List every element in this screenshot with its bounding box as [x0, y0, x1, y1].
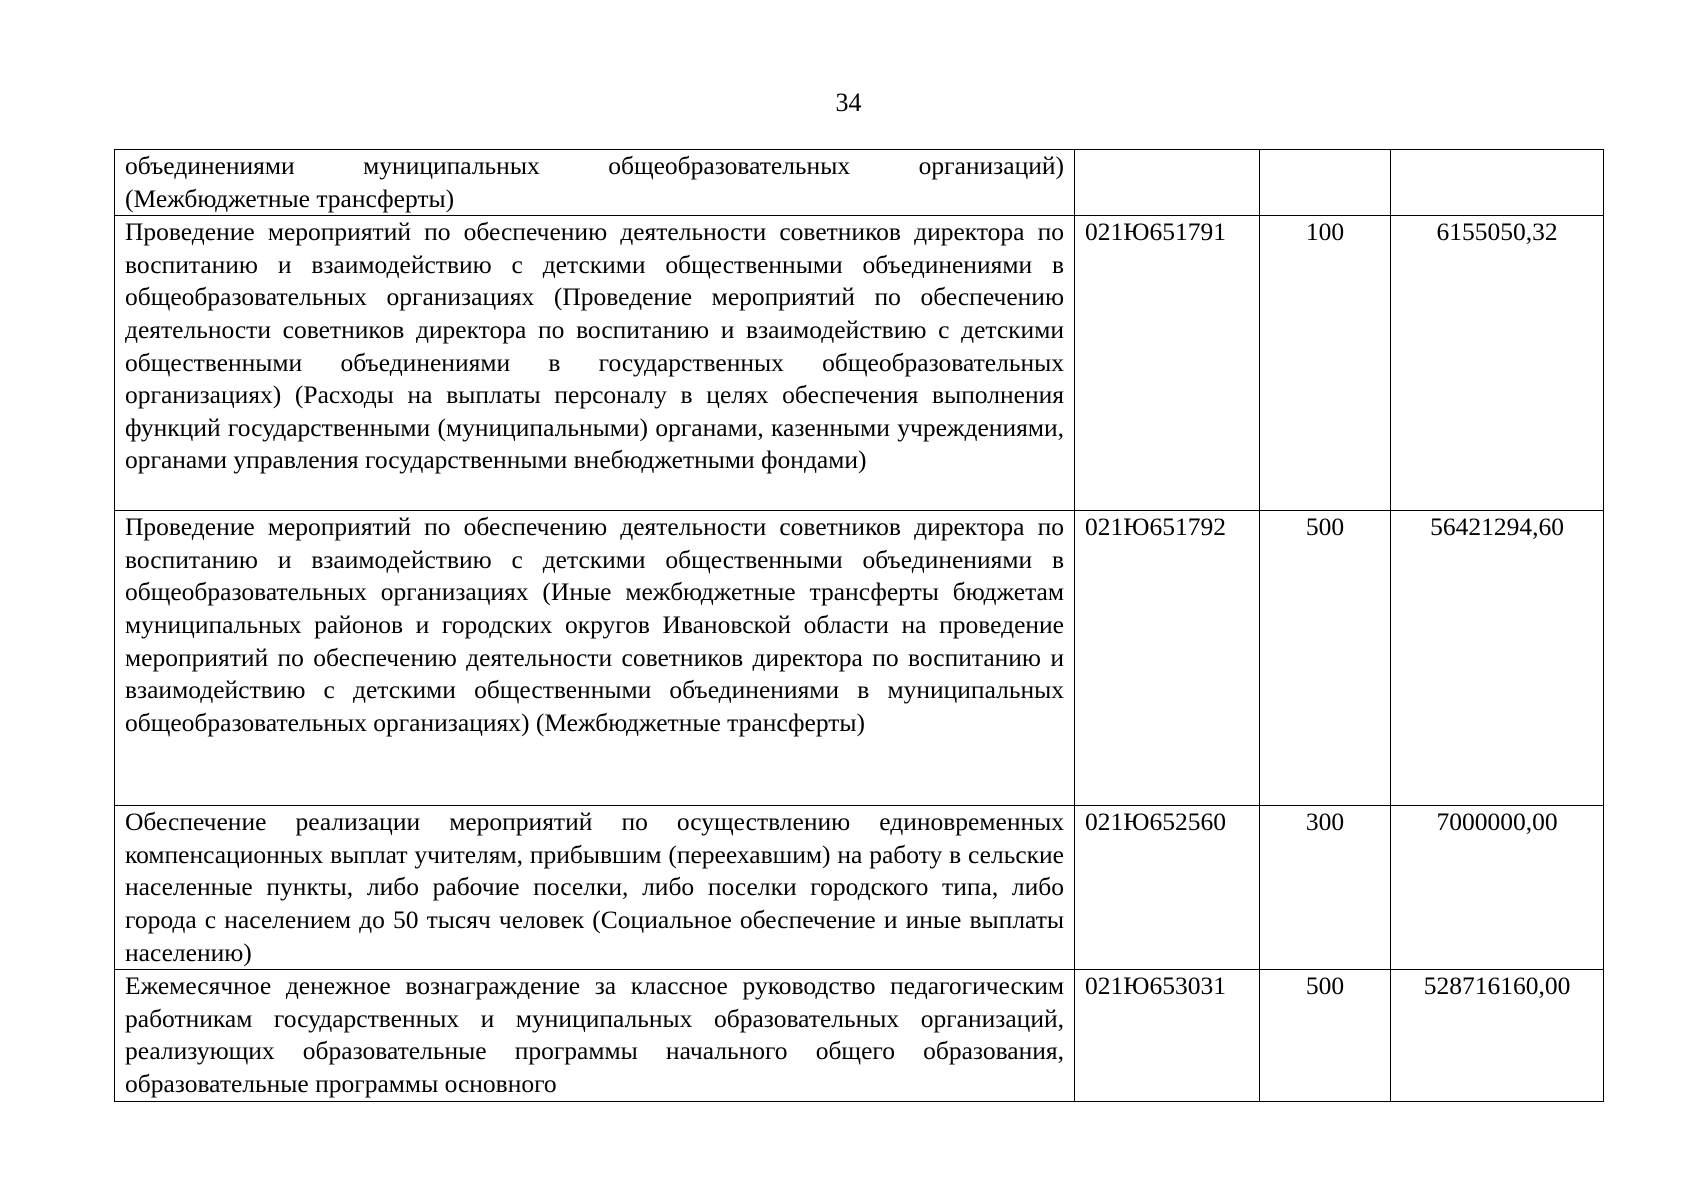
row-description: Обеспечение реализации мероприятий по осуществлению единовременных компенсационных выплат учителям, прибывшим (переехавшим) на работу в сельские населенные пункты, либо рабочие поселки, либо поселки городского типа, либо города с населением до 50 тысяч человек (Социальное обеспечение и иные выплаты населению): [115, 806, 1075, 970]
row-target-code: 021Ю652560: [1075, 806, 1260, 970]
budget-table: [114, 149, 1604, 1102]
row-amount: 56421294,60: [1391, 511, 1604, 806]
row-description: Ежемесячное денежное вознаграждение за классное руководство педагогическим работникам государственных и муниципальных образовательных организаций, реализующих образовательные программы начального общего образования, образовательные программы основного: [115, 970, 1075, 1101]
table-row: [115, 511, 1604, 806]
row-expense-type: 500: [1260, 970, 1391, 1101]
table-row: [115, 970, 1604, 1101]
row-amount: 6155050,32: [1391, 216, 1604, 511]
row-amount: 7000000,00: [1391, 806, 1604, 970]
row-expense-type: 500: [1260, 511, 1391, 806]
row-expense-type: [1260, 150, 1391, 216]
row-amount: 528716160,00: [1391, 970, 1604, 1101]
table-row: [115, 216, 1604, 511]
row-description: Проведение мероприятий по обеспечению деятельности советников директора по воспитанию и взаимодействию с детскими общественными объединениями в общеобразовательных организациях (Иные межбюджетные трансферты бюджетам муниципальных районов и городских округов Ивановской области на проведение мероприятий по обеспечению деятельности советников директора по воспитанию и взаимодействию с детскими общественными объединениями в муниципальных общеобразовательных организациях) (Межбюджетные трансферты): [115, 511, 1075, 806]
row-description: Проведение мероприятий по обеспечению деятельности советников директора по воспитанию и взаимодействию с детскими общественными объединениями в общеобразовательных организациях (Проведение мероприятий по обеспечению деятельности советников директора по воспитанию и взаимодействию с детскими общественными объединениями в государственных общеобразовательных организациях) (Расходы на выплаты персоналу в целях обеспечения выполнения функций государственными (муниципальными) органами, казенными учреждениями, органами управления государственными внебюджетными фондами): [115, 216, 1075, 511]
row-description: объединениями муниципальных общеобразовательных организаций) (Межбюджетные трансферты): [115, 150, 1075, 216]
row-expense-type: 300: [1260, 806, 1391, 970]
row-target-code: 021Ю651791: [1075, 216, 1260, 511]
row-target-code: [1075, 150, 1260, 216]
row-target-code: 021Ю653031: [1075, 970, 1260, 1101]
table-row: [115, 150, 1604, 216]
row-amount: [1391, 150, 1604, 216]
row-expense-type: 100: [1260, 216, 1391, 511]
row-target-code: 021Ю651792: [1075, 511, 1260, 806]
table-row: [115, 806, 1604, 970]
page-number: 34: [835, 88, 862, 117]
